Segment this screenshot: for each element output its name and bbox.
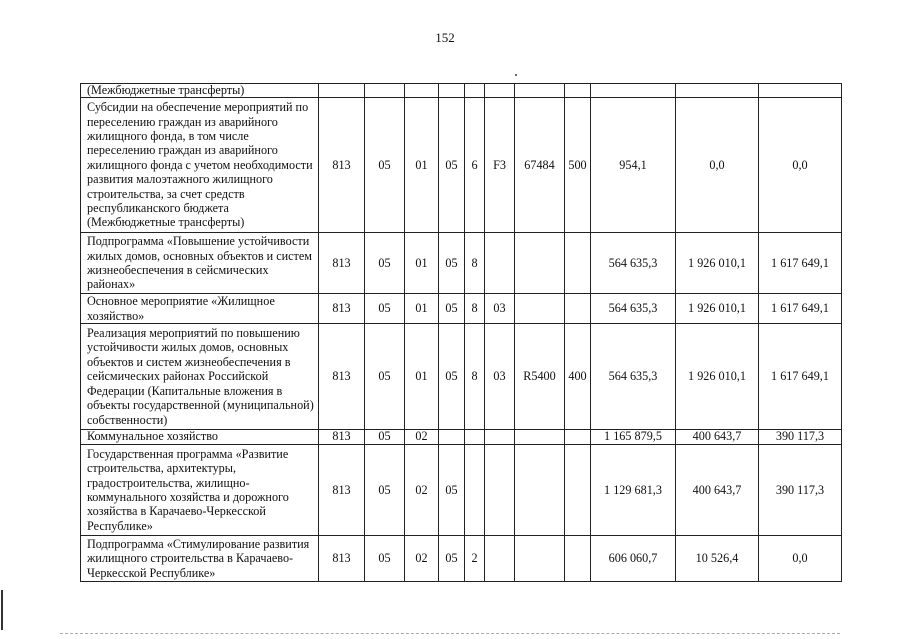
subprogram-code: 8: [465, 324, 485, 430]
expense-type-code: 400: [565, 324, 591, 430]
direction-code: [515, 294, 565, 324]
direction-code: [515, 445, 565, 536]
subsection-code: 02: [405, 536, 439, 582]
amount-2022: 1 129 681,3: [591, 445, 676, 536]
amount-2024: 390 117,3: [759, 430, 842, 445]
amount-2023: 10 526,4: [676, 536, 759, 582]
event-code: 03: [485, 294, 515, 324]
section-code: 05: [365, 324, 405, 430]
ministry-code: 813: [319, 324, 365, 430]
table-row: [81, 324, 842, 430]
row-name: Подпрограмма «Повышение устойчивости жилых домов, основных объектов и систем жизнеобеспечения в сейсмических районах»: [81, 233, 319, 294]
subsection-code: 02: [405, 430, 439, 445]
direction-code: [515, 233, 565, 294]
expense-type-code: [565, 84, 591, 98]
amount-2023: 1 926 010,1: [676, 324, 759, 430]
event-code: [485, 445, 515, 536]
amount-2023: 0,0: [676, 98, 759, 233]
row-name: Реализация мероприятий по повышению устойчивости жилых домов, основных объектов и систем жизнеобеспечения в сейсмических районах Российской Федерации (Капитальные вложения в объекты государственной (муниципальной) собственности): [81, 324, 319, 430]
table-row: [81, 84, 842, 98]
row-name: Подпрограмма «Стимулирование развития жилищного строительства в Карачаево-Черкесской Республике»: [81, 536, 319, 582]
ministry-code: 813: [319, 445, 365, 536]
section-code: 05: [365, 536, 405, 582]
program-code: [439, 430, 465, 445]
expense-type-code: [565, 445, 591, 536]
amount-2023: 1 926 010,1: [676, 294, 759, 324]
expense-type-code: [565, 536, 591, 582]
table-row: [81, 294, 842, 324]
subsection-code: 01: [405, 233, 439, 294]
direction-code: [515, 430, 565, 445]
direction-code: 67484: [515, 98, 565, 233]
amount-2023: [676, 84, 759, 98]
direction-code: R5400: [515, 324, 565, 430]
table-row: [81, 98, 842, 233]
subsection-code: [405, 84, 439, 98]
expense-type-code: [565, 233, 591, 294]
subprogram-code: 2: [465, 536, 485, 582]
program-code: 05: [439, 324, 465, 430]
subsection-code: 02: [405, 445, 439, 536]
expense-type-code: [565, 430, 591, 445]
amount-2023: 400 643,7: [676, 430, 759, 445]
row-name: Основное мероприятие «Жилищное хозяйство»: [81, 294, 319, 324]
program-code: 05: [439, 233, 465, 294]
section-code: 05: [365, 430, 405, 445]
table-row: [81, 430, 842, 445]
row-name: Субсидии на обеспечение мероприятий по переселению граждан из аварийного жилищного фонда, в том числе переселению граждан из аварийного жилищного фонда с учетом необходимости развития малоэтажного жилищного строительства, за счет средств республиканского бюджета (Межбюджетные трансферты): [81, 98, 319, 233]
ministry-code: 813: [319, 98, 365, 233]
program-code: 05: [439, 536, 465, 582]
table-row: [81, 536, 842, 582]
amount-2022: 606 060,7: [591, 536, 676, 582]
amount-2023: 1 926 010,1: [676, 233, 759, 294]
scan-speck: [515, 74, 517, 76]
program-code: 05: [439, 445, 465, 536]
ministry-code: [319, 84, 365, 98]
program-code: 05: [439, 294, 465, 324]
event-code: [485, 430, 515, 445]
program-code: [439, 84, 465, 98]
section-code: 05: [365, 98, 405, 233]
amount-2024: 1 617 649,1: [759, 294, 842, 324]
direction-code: [515, 84, 565, 98]
amount-2024: 0,0: [759, 536, 842, 582]
subsection-code: 01: [405, 98, 439, 233]
amount-2024: 1 617 649,1: [759, 324, 842, 430]
event-code: [485, 233, 515, 294]
section-code: [365, 84, 405, 98]
amount-2024: [759, 84, 842, 98]
budget-table: [80, 83, 842, 582]
subprogram-code: 6: [465, 98, 485, 233]
amount-2023: 400 643,7: [676, 445, 759, 536]
event-code: 03: [485, 324, 515, 430]
amount-2024: 0,0: [759, 98, 842, 233]
program-code: 05: [439, 98, 465, 233]
scan-bottom-line: [60, 633, 840, 634]
subprogram-code: 8: [465, 233, 485, 294]
section-code: 05: [365, 294, 405, 324]
event-code: F3: [485, 98, 515, 233]
amount-2022: 564 635,3: [591, 324, 676, 430]
subprogram-code: [465, 430, 485, 445]
scan-edge-mark: [1, 590, 3, 630]
section-code: 05: [365, 233, 405, 294]
amount-2024: 390 117,3: [759, 445, 842, 536]
subsection-code: 01: [405, 294, 439, 324]
expense-type-code: 500: [565, 98, 591, 233]
event-code: [485, 536, 515, 582]
ministry-code: 813: [319, 536, 365, 582]
row-name: Государственная программа «Развитие строительства, архитектуры, градостроительства, жилищно-коммунального хозяйства и дорожного хозяйства в Карачаево-Черкесской Республике»: [81, 445, 319, 536]
subprogram-code: 8: [465, 294, 485, 324]
expense-type-code: [565, 294, 591, 324]
subprogram-code: [465, 84, 485, 98]
ministry-code: 813: [319, 233, 365, 294]
amount-2024: 1 617 649,1: [759, 233, 842, 294]
page-number: 152: [435, 30, 455, 45]
subsection-code: 01: [405, 324, 439, 430]
amount-2022: 564 635,3: [591, 233, 676, 294]
amount-2022: 564 635,3: [591, 294, 676, 324]
amount-2022: 1 165 879,5: [591, 430, 676, 445]
ministry-code: 813: [319, 430, 365, 445]
ministry-code: 813: [319, 294, 365, 324]
subprogram-code: [465, 445, 485, 536]
section-code: 05: [365, 445, 405, 536]
table-row: [81, 233, 842, 294]
event-code: [485, 84, 515, 98]
row-name: (Межбюджетные трансферты): [81, 84, 319, 98]
direction-code: [515, 536, 565, 582]
table-row: [81, 445, 842, 536]
amount-2022: 954,1: [591, 98, 676, 233]
amount-2022: [591, 84, 676, 98]
row-name: Коммунальное хозяйство: [81, 430, 319, 445]
